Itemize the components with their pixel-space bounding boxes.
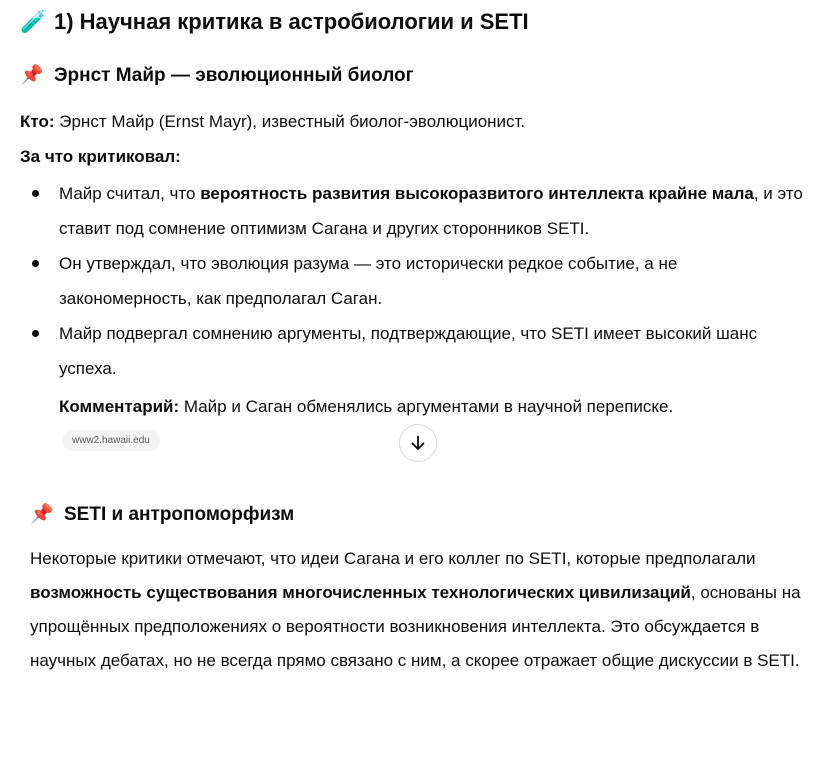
bullet-1-bold: вероятность развития высокоразвитого интеллекта крайне мала [200,184,754,203]
arrow-down-icon [409,434,427,452]
seti-text-before: Некоторые критики отмечают, что идеи Сагана и его коллег по SETI, которые предполагали [30,549,756,568]
seti-paragraph [30,542,810,678]
section-title [20,6,529,39]
who-text: Эрнст Майр (Ernst Mayr), известный биолог-эволюционист. [54,112,526,131]
list-item [28,316,803,386]
test-tube-icon: 🧪 [20,10,48,35]
source-link[interactable]: www2.hawaii.edu [62,430,160,451]
comment-line [59,389,673,424]
bullet-1-after: , и это ставит под сомнение оптимизм Сагана и других сторонников SETI. [59,184,803,238]
who-label: Кто: [20,112,55,131]
bullet-3-text: Майр подвергал сомнению аргументы, подтверждающие, что SETI имеет высокий шанс успеха. [59,324,758,378]
list-item [28,176,803,246]
pushpin-icon: 📌 [30,503,54,525]
criticized-label [20,140,181,174]
criticism-list [28,176,803,386]
seti-heading-text: SETI и антропоморфизм [64,504,295,525]
comment-text: Майр и Саган обменялись аргументами в научной переписке. [179,397,674,416]
mayr-heading [20,61,414,90]
comment-label: Комментарий: [59,397,180,416]
criticized-label-text: За что критиковал: [20,147,181,166]
bullet-1-before: Майр считал, что [59,184,201,203]
mayr-heading-text: Эрнст Майр — эволюционный биолог [54,65,414,86]
section-title-text: 1) Научная критика в астробиологии и SETI [54,9,529,34]
bullet-2-text: Он утверждал, что эволюция разума — это исторически редкое событие, а не закономерность, как предполагал Саган. [59,254,678,308]
seti-text-bold: возможность существования многочисленных технологических цивилизаций [30,583,691,602]
pushpin-icon: 📌 [20,64,44,86]
scroll-to-bottom-button[interactable] [399,424,437,462]
list-item [28,246,803,316]
seti-heading [30,500,294,529]
who-line [20,105,525,139]
seti-text-after: , основаны на упрощённых предположениях о вероятности возникновения интеллекта. Это обсуждается в научных дебатах, но не всегда прямо связано с ним, а скорее отражает общие дискуссии в SETI. [30,583,801,670]
